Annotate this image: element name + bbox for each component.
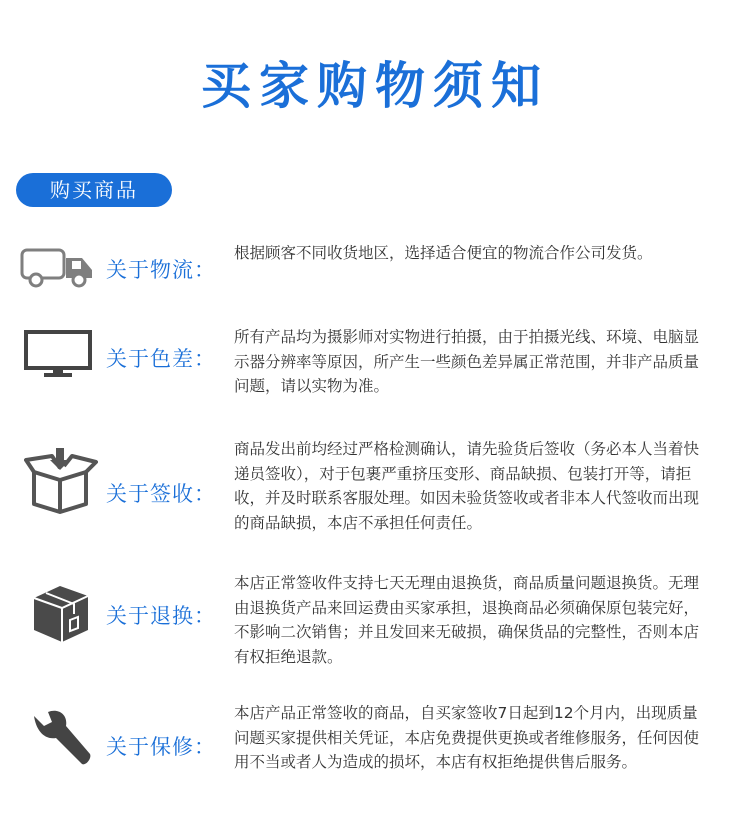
section-text: 所有产品均为摄影师对实物进行拍摄，由于拍摄光线、环境、电脑显示器分辨率等原因，所产生一些颜色差异属正常范围，并非产品质量问题，请以实物为准。	[234, 328, 700, 395]
section-label: 关于色差：	[106, 347, 216, 371]
page-title: 买家购物须知	[201, 57, 549, 115]
section-text: 商品发出前均经过严格检测确认，请先验货后签收（务必本人当着快递员签收），对于包裹严重挤压变形、商品缺损、包装打开等，请拒收，并及时联系客服处理。如因未验货签收或者非本人代签收而出现的商品缺损，本店不承担任何责任。	[234, 440, 700, 532]
section-text: 根据顾客不同收货地区，选择适合便宜的物流合作公司发货。	[234, 244, 653, 262]
package-icon	[30, 582, 92, 650]
section-tab: 购买商品	[16, 173, 172, 207]
section-text: 本店产品正常签收的商品，自买家签收7日起到12个月内，出现质量问题买家提供相关凭证，本店免费提供更换或者维修服务，任何因使用不当或者人为造成的损坏，本店有权拒绝提供售后服务。	[234, 704, 700, 771]
section-label: 关于退换：	[106, 604, 216, 628]
truck-icon	[20, 248, 100, 292]
section-label: 关于物流：	[106, 258, 216, 282]
section-label: 关于签收：	[106, 482, 216, 506]
section-label: 关于保修：	[106, 735, 216, 759]
open-box-icon	[24, 448, 98, 518]
monitor-icon	[24, 330, 94, 382]
section-text: 本店正常签收件支持七天无理由退换货，商品质量问题退换货。无理由退换货产品来回运费由买家承担，退换商品必须确保原包装完好，不影响二次销售；并且发回来无破损，确保货品的完整性，否则本店有权拒绝退款。	[234, 574, 700, 666]
wrench-icon	[30, 708, 92, 774]
